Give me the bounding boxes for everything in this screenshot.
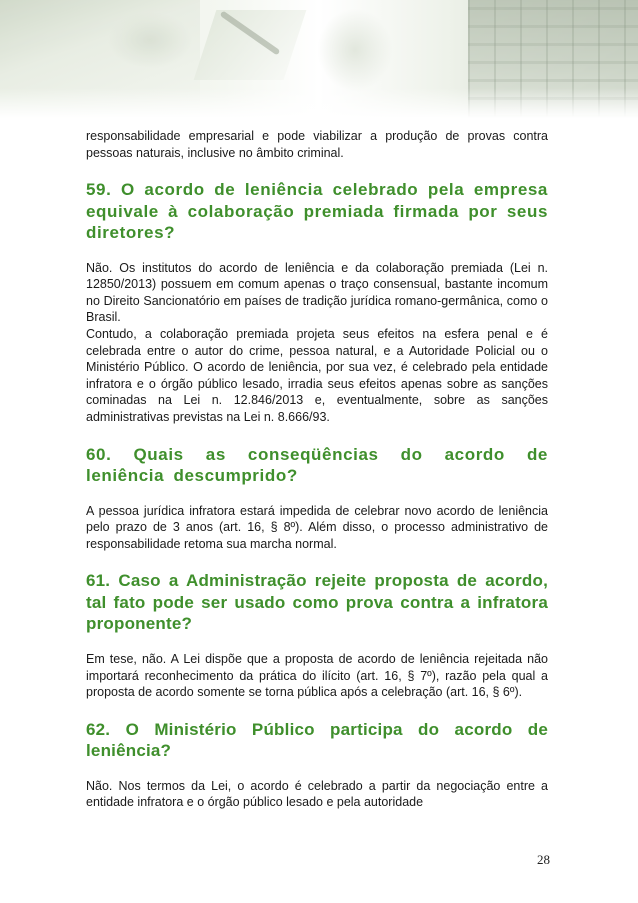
page-content — [86, 128, 548, 811]
banner-document-illustration — [194, 10, 307, 80]
question-62-heading: 62. O Ministério Público participa do acordo de leniência? — [86, 719, 548, 761]
question-59-heading: 59. O acordo de leniência celebrado pela empresa equivale à colaboração premiada firmada por seus diretores? — [86, 180, 548, 243]
banner-fade — [0, 88, 638, 118]
page-number: 28 — [537, 852, 550, 867]
answer-60-paragraph: A pessoa jurídica infratora estará impedida de celebrar novo acordo de leniência pelo prazo de 3 anos (art. 16, § 8º). Além disso, o processo administrativo de responsabilidade retoma sua marcha normal. — [86, 503, 548, 551]
header-banner-image — [0, 0, 638, 118]
intro-paragraph: responsabilidade empresarial e pode viabilizar a produção de provas contra pessoas naturais, inclusive no âmbito criminal. — [86, 129, 548, 160]
answer-61-paragraph: Em tese, não. A Lei dispõe que a proposta de acordo de leniência rejeitada não importará reconhecimento da prática do ilícito (art. 16, § 7º), razão pela qual a proposta de acordo somente se torna pública após a celebração (art. 16, § 6º). — [86, 651, 548, 700]
answer-59-paragraph-2: Contudo, a colaboração premiada projeta seus efeitos na esfera penal e é celebrada entre o autor do crime, pessoa natural, e a Autoridade Policial ou o Ministério Público. O acordo de leniência, por sua vez, é celebrado pela entidade infratora e o órgão público lesado, irradia seus efeitos apenas sobre as sanções cominadas na Lei n. 12.846/2013 e, eventualmente, sobre as sanções administrativas previstas na Lei n. 8.666/93. — [86, 327, 548, 425]
question-61-heading: 61. Caso a Administração rejeite proposta de acordo, tal fato pode ser usado como prova contra a infratora proponente? — [86, 571, 548, 634]
answer-62-paragraph: Não. Nos termos da Lei, o acordo é celebrado a partir da negociação entre a entidade infratora e o órgão público lesado e pela autoridade — [86, 778, 548, 810]
answer-59-paragraph-1: Não. Os institutos do acordo de leniência e da colaboração premiada (Lei n. 12850/2013) possuem em comum apenas o traço consensual, bastante incomum no Direito Sancionatório em países de tradição jurídica romano-germânica, como o Brasil. — [86, 260, 548, 325]
question-60-heading: 60. Quais as conseqüências do acordo de leniência descumprido? — [86, 444, 548, 486]
